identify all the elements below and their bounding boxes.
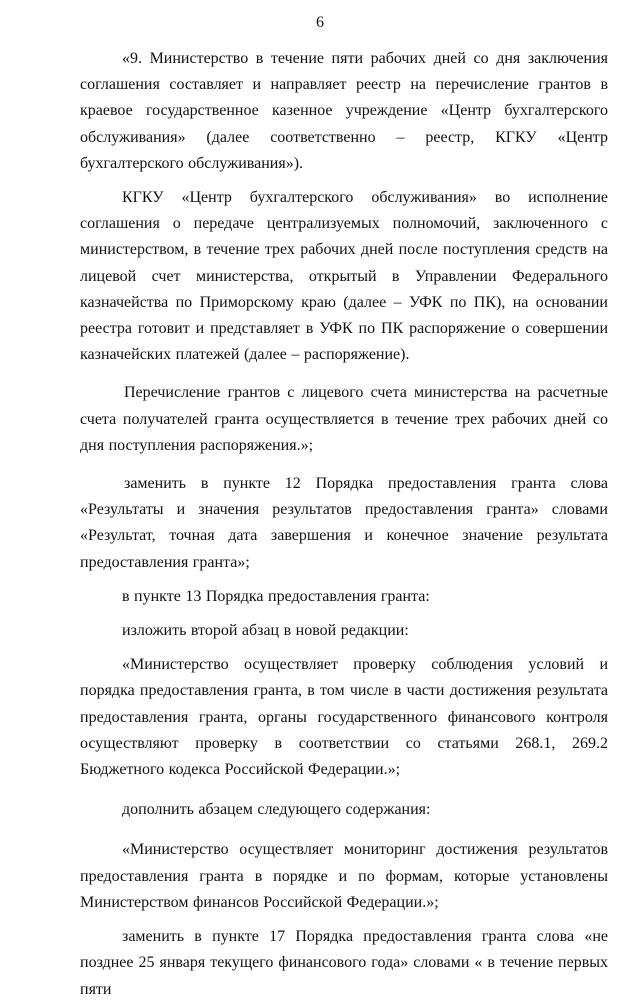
- paragraph-registry: «9. Министерство в течение пяти рабочих дней со дня заключения соглашения составляет и направляет реестр на перечисление грантов в краевое государственное казенное учреждение «Центр бухгалтерского обслуживания» (далее соответственно – реестр, КГКУ «Центр бухгалтерского обслуживания»).: [80, 50, 608, 172]
- page-number: 6: [316, 14, 324, 31]
- paragraph-monitoring: «Министерство осуществляет мониторинг достижения результатов предоставления гранта в порядке и по формам, которые установлены Министерством финансов Российской Федерации.»;: [80, 841, 608, 911]
- paragraph-item-17: заменить в пункте 17 Порядка предоставления гранта слова «не позднее 25 января текущего финансового года» словами « в течение первых пяти: [80, 928, 608, 998]
- paragraph-item-12: заменить в пункте 12 Порядка предоставления гранта слова «Результаты и значения результатов предоставления гранта» словами «Результат, точная дата завершения и конечное значение результата предоставления гранта»;: [80, 475, 608, 571]
- paragraph-add-clause: дополнить абзацем следующего содержания:: [122, 801, 431, 819]
- paragraph-kgku: КГКУ «Центр бухгалтерского обслуживания» во исполнение соглашения о передаче централизуемых полномочий, заключенного с министерством, в течение трех рабочих дней после поступления средств на лицевой счет министерства, открытый в Управлении Федерального казначейства по Приморскому краю (далее – УФК по ПК), на основании реестра готовит и представляет в УФК по ПК распоряжение о совершении казначейских платежей (далее – распоряжение).: [80, 189, 608, 364]
- paragraph-verification: «Министерство осуществляет проверку соблюдения условий и порядка предоставления гранта, в том числе в части достижения результата предоставления гранта, органы государственного финансового контроля осуществляют проверку в соответствии со статьями 268.1, 269.2 Бюджетного кодекса Российской Федерации.»;: [80, 656, 608, 779]
- paragraph-item-13: в пункте 13 Порядка предоставления гранта:: [122, 587, 430, 605]
- paragraph-new-edition: изложить второй абзац в новой редакции:: [122, 622, 409, 640]
- paragraph-transfer: Перечисление грантов с лицевого счета министерства на расчетные счета получателей гранта осуществляется в течение трех рабочих дней со дня поступления распоряжения.»;: [80, 384, 608, 454]
- document-body: [80, 46, 608, 1003]
